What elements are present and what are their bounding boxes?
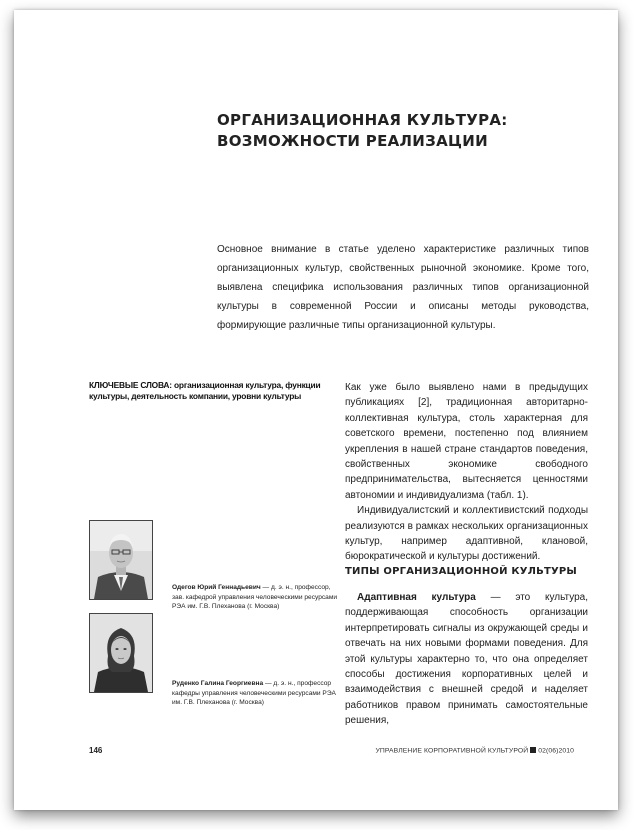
- journal-name: УПРАВЛЕНИЕ КОРПОРАТИВНОЙ КУЛЬТУРОЙ: [375, 747, 529, 755]
- author-photo-odegov: [89, 520, 153, 600]
- body-paragraph-3: [345, 590, 588, 729]
- article-abstract: Основное внимание в статье уделено характеристике различных типов организационных культур, свойственных рыночной экономике. Кроме того, выявлена специфика использования различных типов организационной культуры в современной России и описаны методы руководства, формирующие различные типы организационной культуры.: [217, 244, 589, 331]
- keywords-block: [89, 380, 329, 402]
- keywords-label: КЛЮЧЕВЫЕ СЛОВА:: [89, 380, 172, 390]
- title-line-2: ВОЗМОЖНОСТИ РЕАЛИЗАЦИИ: [217, 132, 488, 150]
- body-column-top: [345, 380, 588, 565]
- section-title: ТИПЫ ОРГАНИЗАЦИОННОЙ КУЛЬТУРЫ: [345, 566, 577, 577]
- author-photo-rudenko: [89, 613, 153, 693]
- author-info-rudenko: [172, 679, 342, 708]
- running-footer: [375, 747, 574, 755]
- keywords-text: организационная культура, функции культуры, деятельность компании, уровни культуры: [89, 380, 321, 401]
- square-bullet-icon: [530, 747, 536, 753]
- author-description: — д. э. н., профессор, зав. кафедрой управления человеческими ресурсами РЭА им. Г.В. Плеханова (г. Москва): [172, 584, 338, 610]
- page-number: 146: [89, 746, 103, 755]
- author-name: Руденко Галина Георгиевна: [172, 680, 264, 687]
- author-description: — д. э. н., профессор кафедры управления человеческими ресурсами РЭА им. Г.В. Плеханова (г. Москва): [172, 680, 336, 706]
- body-paragraph-2: Индивидуалистский и коллективистский подходы реализуются в рамках нескольких организационных культур, например адаптивной, клановой, бюрократической и культуры достижений.: [345, 505, 588, 563]
- term-adaptive-culture: Адаптивная культура: [357, 592, 476, 603]
- journal-page: [14, 10, 618, 810]
- issue-number: 02(06)2010: [538, 747, 574, 755]
- body-paragraph-3-text: — это культура, поддерживающая способность организации интерпретировать сигналы из окружающей среды и отвечать на них новыми формами поведения. Для этой культуры характерно то, что она определяет способы достижения корпоративных целей и взаимодействия с внешней средой и наделяет работников правом принимать самостоятельные решения,: [345, 592, 588, 727]
- author-info-odegov: [172, 583, 342, 612]
- title-line-1: ОРГАНИЗАЦИОННАЯ КУЛЬТУРА:: [217, 111, 508, 129]
- article-title: [217, 110, 597, 152]
- body-column-bottom: [345, 590, 588, 729]
- portrait-man-icon: [90, 521, 152, 599]
- body-paragraph-1: Как уже было выявлено нами в предыдущих публикациях [2], традиционная авторитарно-коллективная культура, столь характерная для советского времени, постепенно под влиянием укрепления в нашей стране стандартов поведения, свойственных экономике свободного предпринимательства, вытесняется ценностями автономии и индивидуализма (табл. 1).: [345, 382, 588, 501]
- portrait-woman-icon: [90, 614, 152, 692]
- author-name: Одегов Юрий Геннадьевич: [172, 584, 261, 591]
